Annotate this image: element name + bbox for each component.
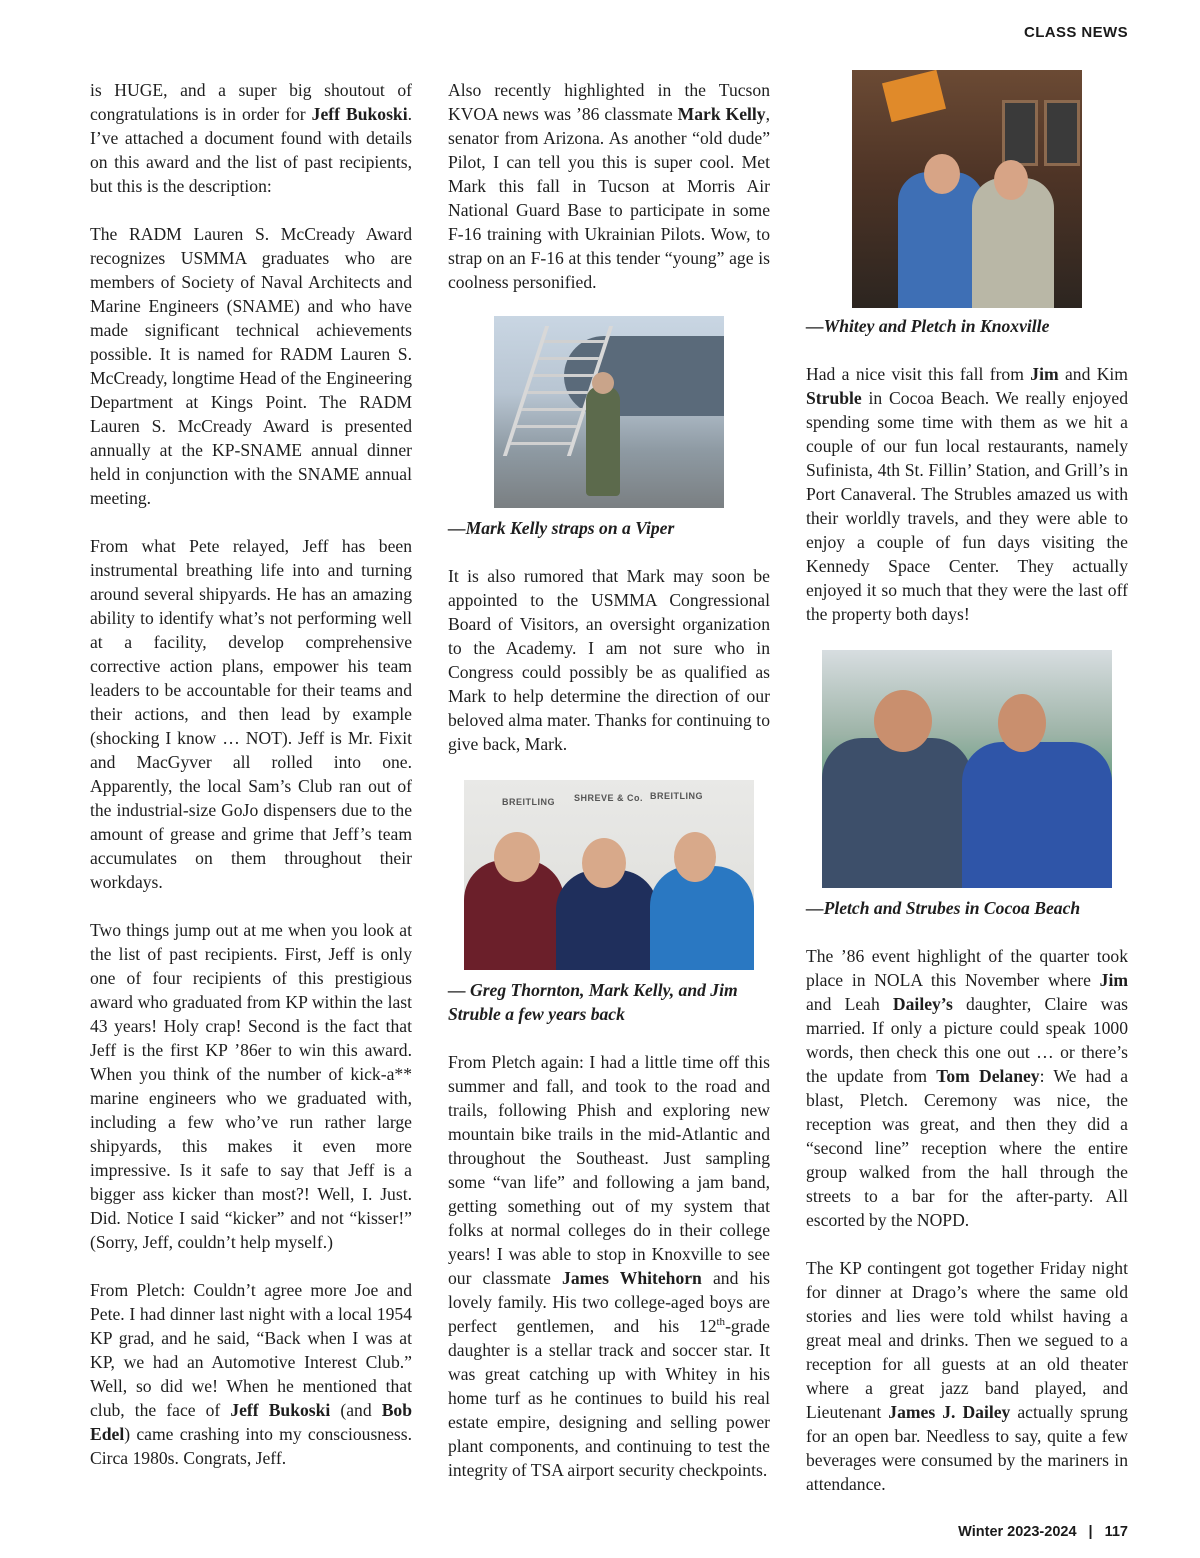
photo-pletch-strubes-cocoa-beach bbox=[822, 650, 1112, 888]
paragraph: The RADM Lauren S. McCready Award recognizes USMMA graduates who are members of Society of Naval Architects and Marine Engineers (SNAME) and who have made significant technical achievements possible. It is named for RADM Lauren S. McCready, longtime Head of the Engineering Department at Kings Point. The RADM Lauren S. McCready Award is presented annually at the KP-SNAME annual dinner held in conjunction with the SNAME annual meeting. bbox=[90, 224, 412, 508]
text: in Cocoa Beach. We really enjoyed spending some time with them as we hit a couple of our fun local restaurants, namely Sufinista, 4th St. Fillin’ Station, and Grill’s in Port Canaveral. The Strubles amazed us with their worldly travels, and they were able to enjoy a couple of fun days visiting the Kennedy Space Center. They actually enjoyed it so much that they were the last off the property both days! bbox=[806, 388, 1128, 624]
page-number: 117 bbox=[1104, 1524, 1128, 1540]
photo-caption: —Pletch and Strubes in Cocoa Beach bbox=[806, 898, 1081, 918]
name-bold: Jim bbox=[1099, 970, 1128, 990]
text: is HUGE, and a super big shoutout of congratulations is in order for bbox=[90, 80, 412, 124]
flag-shape bbox=[882, 70, 946, 122]
section-header: CLASS NEWS bbox=[1023, 24, 1128, 41]
person-shape bbox=[822, 738, 972, 888]
text: The KP contingent got together Friday night for dinner at Drago’s where the same old stories and lies were told whilst having a great meal and drinks. Then we segued to a reception for all guests at an old theater where a great jazz band played, and Lieutenant bbox=[806, 1258, 1128, 1422]
paragraph bbox=[806, 362, 1128, 626]
text: and his lovely family. His two college-aged boys are perfect gentlemen, and his 12 bbox=[448, 1268, 770, 1336]
photo-three-men bbox=[464, 780, 754, 970]
photo-mark-kelly-f16 bbox=[494, 316, 724, 508]
name-bold: Jim bbox=[1030, 364, 1059, 384]
text: daughter, Claire was married. If only a picture could speak 1000 words, then check this one out … or there’s the update from bbox=[806, 994, 1128, 1086]
person-shape bbox=[650, 866, 754, 970]
text: From Pletch again: I had a little time off this summer and fall, and took to the road and trails, following Phish and exploring new mountain bike trails in the mid-Atlantic and throughout the Southeast. Just sampling some “van life” and following a jam band, getting something out of my system that folks at normal colleges do in their college years! I was able to stop in Knoxville to see our classmate bbox=[448, 1052, 770, 1288]
paragraph bbox=[90, 78, 412, 198]
name-bold: Dailey’s bbox=[892, 994, 953, 1014]
text: actually sprung for an open bar. Needless to say, quite a few beverages were consumed by the mariners in attendance. bbox=[806, 1402, 1128, 1494]
superscript: th bbox=[716, 1316, 726, 1329]
name-bold: Mark Kelly bbox=[677, 104, 766, 124]
paragraph bbox=[806, 1256, 1128, 1496]
person-head-shape bbox=[994, 160, 1028, 200]
text: (and bbox=[330, 1400, 382, 1420]
text: ) came crashing into my consciousness. Circa 1980s. Congrats, Jeff. bbox=[90, 1424, 412, 1468]
person-head-shape bbox=[674, 832, 716, 882]
name-bold: James J. Dailey bbox=[888, 1402, 1011, 1422]
window-shape bbox=[1002, 100, 1038, 166]
name-bold: Bob Edel bbox=[90, 1400, 413, 1444]
pilot-head-shape bbox=[592, 372, 614, 394]
column-2 bbox=[448, 78, 770, 1506]
person-head-shape bbox=[874, 690, 932, 752]
column-3 bbox=[806, 70, 1128, 1520]
name-bold: Struble bbox=[806, 388, 862, 408]
photo-caption: — Greg Thornton, Mark Kelly, and Jim Struble a few years back bbox=[448, 980, 738, 1024]
photo-caption: —Mark Kelly straps on a Viper bbox=[448, 518, 675, 538]
paragraph: Two things jump out at me when you look at the list of past recipients. First, Jeff is only one of four recipients of this prestigious award who graduated from KP within the last 43 years! Holy crap! Second is the fact that Jeff is the first KP ’86er to win this award. When you think of the number of kick-a** marine engineers who we graduated with, including a few who’ve run rather large shipyards, this makes it even more impressive. Is it safe to say that Jeff is a bigger ass kicker than most?! Well, I. Just. Did. Notice I said “kicker” and not “kisser!” (Sorry, Jeff, couldn’t help myself.) bbox=[90, 920, 412, 1252]
person-shape bbox=[962, 742, 1112, 888]
backdrop-logo: BREITLING bbox=[650, 791, 703, 801]
footer-separator: | bbox=[1088, 1524, 1093, 1540]
person-head-shape bbox=[494, 832, 540, 882]
name-bold: Jeff Bukoski bbox=[230, 1400, 331, 1420]
text: From Pletch: Couldn’t agree more Joe and Pete. I had dinner last night with a local 1954 KP grad, and he said, “Back when I was at KP, we had an Automotive Interest Club.” Well, so did we! When he mentioned that club, the face of bbox=[90, 1280, 412, 1420]
name-bold: Jeff Bukoski bbox=[311, 104, 408, 124]
name-bold: James Whitehorn bbox=[562, 1268, 702, 1288]
text: The ’86 event highlight of the quarter took place in NOLA this November where bbox=[806, 946, 1128, 990]
backdrop-logo: SHREVE & Co. bbox=[574, 793, 644, 803]
person-head-shape bbox=[924, 154, 960, 194]
window-shape bbox=[1044, 100, 1080, 166]
photo-whitey-pletch-knoxville bbox=[852, 70, 1082, 308]
text: and Kim bbox=[1058, 364, 1128, 384]
text: Also recently highlighted in the Tucson KVOA news was ’86 classmate bbox=[448, 80, 770, 124]
name-bold: Tom Delaney bbox=[936, 1066, 1040, 1086]
paragraph bbox=[448, 78, 770, 294]
text: Had a nice visit this fall from bbox=[806, 364, 1031, 384]
person-head-shape bbox=[582, 838, 626, 888]
text: -grade daughter is a stellar track and soccer star. It was great catching up with Whitey in his home turf as he continues to build his real estate empire, designing and selling power plant components, and continuing to test the integrity of TSA airport security checkpoints. bbox=[448, 1316, 770, 1480]
backdrop-logo: BREITLING bbox=[502, 797, 555, 807]
person-head-shape bbox=[998, 694, 1046, 752]
text: , senator from Arizona. As another “old dude” Pilot, I can tell you this is super cool. Met Mark this fall in Tucson at Morris Air National Guard Base to participate in some F-16 training with Ukrainian Pilots. Wow, to strap on an F-16 at this tender “young” age is coolness personified. bbox=[448, 104, 770, 292]
paragraph bbox=[806, 944, 1128, 1232]
text: : We had a blast, Pletch. Ceremony was nice, the reception was great, and then they did a “second line” reception where the entire group walked from the hall through the streets to a bar for the after-party. All escorted by the NOPD. bbox=[806, 1066, 1129, 1230]
paragraph bbox=[90, 1278, 412, 1470]
text: . I’ve attached a document found with details on this award and the list of past recipients, but this is the description: bbox=[90, 104, 413, 196]
paragraph: From what Pete relayed, Jeff has been instrumental breathing life into and turning around several shipyards. He has an amazing ability to identify what’s not performing well at a facility, develop comprehensive corrective action plans, empower his team leaders to be accountable for their teams and their actions, and then lead by example (shocking I know … NOT). Jeff is Mr. Fixit and MacGyver all rolled into one. Apparently, the local Sam’s Club ran out of the industrial-size GoJo dispensers due to the amount of grease and grime that Jeff’s team accumulates on them throughout their workdays. bbox=[90, 536, 412, 892]
text: and Leah bbox=[806, 994, 893, 1014]
paragraph bbox=[448, 1050, 770, 1482]
page-footer bbox=[958, 1524, 1128, 1540]
column-1 bbox=[90, 78, 412, 1494]
issue-label: Winter 2023-2024 bbox=[958, 1524, 1077, 1540]
photo-caption: —Whitey and Pletch in Knoxville bbox=[806, 316, 1050, 336]
pilot-shape bbox=[586, 386, 620, 496]
paragraph: It is also rumored that Mark may soon be appointed to the USMMA Congressional Board of Visitors, an oversight organization to the Academy. I am not sure who in Congress could possibly be as qualified as Mark to help determine the direction of our beloved alma mater. Thanks for continuing to give back, Mark. bbox=[448, 566, 770, 754]
